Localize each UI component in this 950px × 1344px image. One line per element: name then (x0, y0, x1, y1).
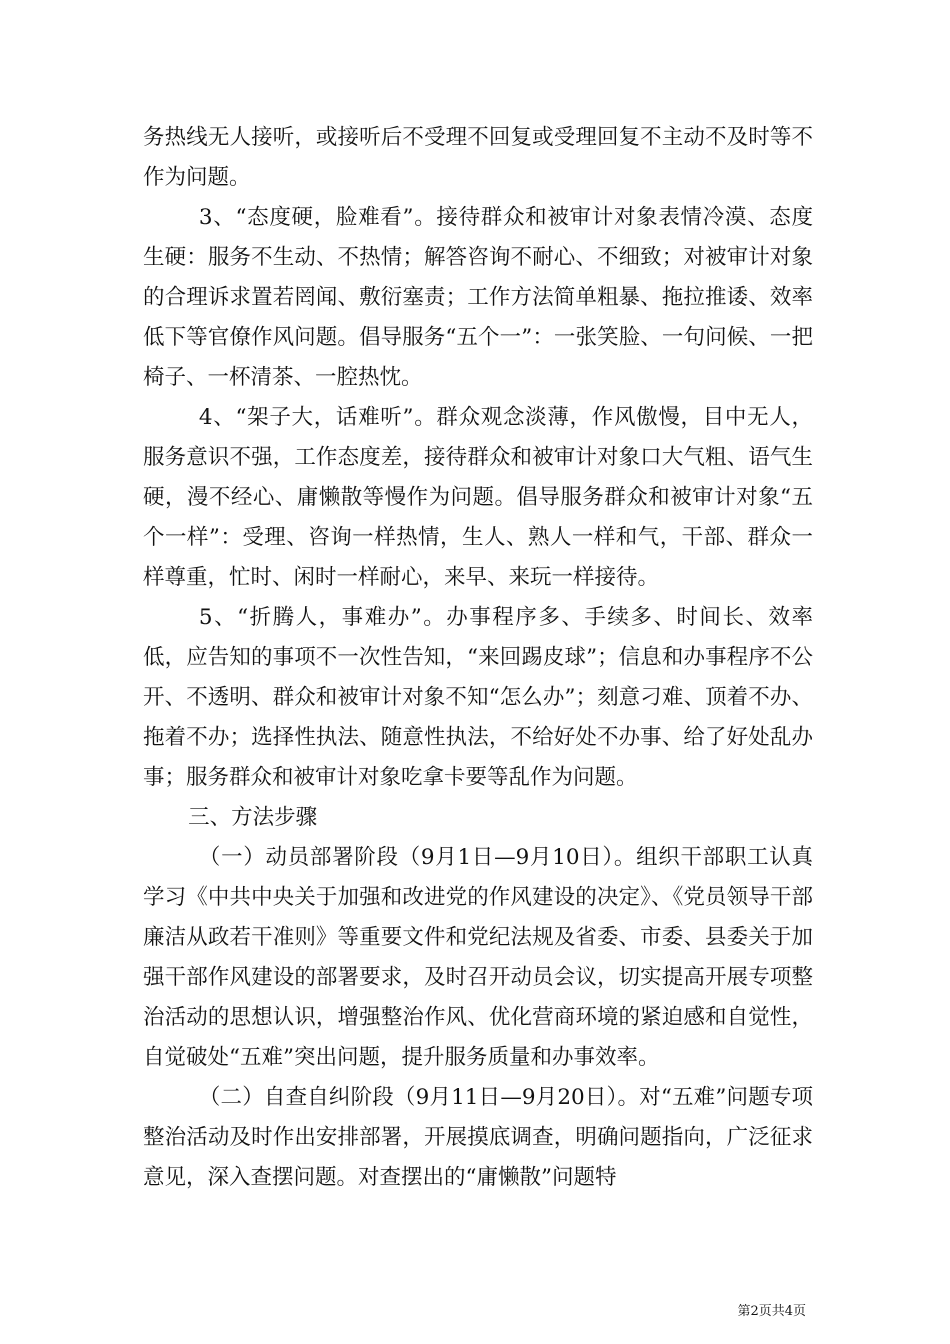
page-number: 第2页共4页 (737, 1304, 806, 1319)
paragraph-stage-2: （二）自查自纠阶段（9月11日—9月20日）。对“五难”问题专项整治活动及时作出安排部署，开展摸底调查，明确问题指向，广泛征求意见，深入查摆问题。对查摆出的“庸懒散”问题特 (143, 1085, 813, 1190)
section-heading-methods: 三、方法步骤 (188, 805, 318, 830)
document-body (143, 118, 813, 1198)
paragraph-continuation: 务热线无人接听，或接听后不受理不回复或受理回复不主动不及时等不作为问题。 (143, 125, 813, 190)
paragraph-stage-1: （一）动员部署阶段（9月1日—9月10日）。组织干部职工认真学习《中共中央关于加强和改进党的作风建设的决定》、《党员领导干部廉洁从政若干准则》等重要文件和党纪法规及省委、市委、县委关于加强干部作风建设的部署要求，及时召开动员会议，切实提高开展专项整治活动的思想认识，增强整治作风、优化营商环境的紧迫感和自觉性，自觉破处“五难”突出问题，提升服务质量和办事效率。 (143, 845, 813, 1070)
paragraph-item-4: 4、“架子大，话难听”。群众观念淡薄，作风傲慢，目中无人，服务意识不强，工作态度差，接待群众和被审计对象口大气粗、语气生硬，漫不经心、庸懒散等慢作为问题。倡导服务群众和被审计对象“五个一样”：受理、咨询一样热情，生人、熟人一样和气，干部、群众一样尊重，忙时、闲时一样耐心，来早、来玩一样接待。 (143, 405, 813, 590)
paragraph-item-3: 3、“态度硬，脸难看”。接待群众和被审计对象表情冷漠、态度生硬：服务不生动、不热情；解答咨询不耐心、不细致；对被审计对象的合理诉求置若罔闻、敷衍塞责；工作方法简单粗暴、拖拉推诿、效率低下等官僚作风问题。倡导服务“五个一”：一张笑脸、一句问候、一把椅子、一杯清茶、一腔热忱。 (143, 205, 813, 390)
paragraph-item-5: 5、“折腾人，事难办”。办事程序多、手续多、时间长、效率低，应告知的事项不一次性告知，“来回踢皮球”；信息和办事程序不公开、不透明、群众和被审计对象不知“怎么办”；刻意刁难、顶着不办、拖着不办；选择性执法、随意性执法，不给好处不办事、给了好处乱办事；服务群众和被审计对象吃拿卡要等乱作为问题。 (143, 605, 813, 790)
